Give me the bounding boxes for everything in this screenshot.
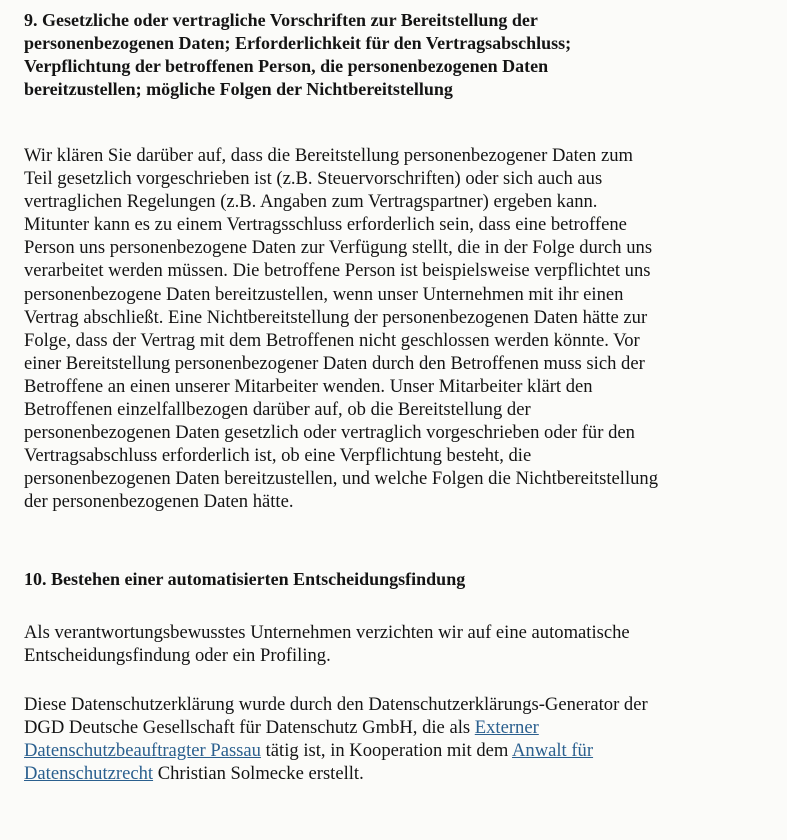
body-line: Betroffene an einen unserer Mitarbeiter wenden. Unser Mitarbeiter klärt den: [24, 375, 593, 397]
credits-line: Diese Datenschutzerklärung wurde durch den Datenschutzerklärungs-Generator der: [24, 694, 648, 715]
credits-paragraph: [24, 693, 648, 785]
body-line: personenbezogene Daten bereitzustellen, wenn unser Unternehmen mit ihr einen: [24, 283, 624, 305]
body-line: Vertrag abschließt. Eine Nichtbereitstellung der personenbezogenen Daten hätte zur: [24, 306, 648, 328]
external-dpo-link[interactable]: Externer: [474, 717, 539, 739]
section-9-heading: [24, 9, 571, 101]
body-line: Wir klären Sie darüber auf, dass die Bereitstellung personenbezogener Daten zum: [24, 145, 633, 166]
body-line: Betroffenen einzelfallbezogen darüber auf, ob die Bereitstellung der: [24, 399, 531, 421]
external-dpo-link-continued[interactable]: Datenschutzbeauftragter Passau: [24, 740, 261, 762]
heading-line: Verpflichtung der betroffenen Person, die personenbezogenen Daten: [24, 56, 549, 76]
section-10-body: [24, 621, 630, 667]
section-10-heading: 10. Bestehen einer automatisierten Entscheidungsfindung: [24, 569, 466, 589]
body-line: Entscheidungsfindung oder ein Profiling.: [24, 645, 331, 667]
heading-line: 9. Gesetzliche oder vertragliche Vorschriften zur Bereitstellung der: [24, 10, 538, 30]
credits-line: [24, 716, 648, 739]
heading-line: personenbezogenen Daten; Erforderlichkeit für den Vertragsabschluss;: [24, 33, 572, 53]
body-line: der personenbezogenen Daten hätte.: [24, 491, 294, 513]
credits-text: tätig ist, in Kooperation mit dem: [260, 740, 512, 762]
credits-line: [24, 739, 648, 762]
body-line: Person uns personenbezogene Daten zur Verfügung stellt, die in der Folge durch uns: [24, 237, 653, 259]
body-line: Als verantwortungsbewusstes Unternehmen verzichten wir auf eine automatische: [24, 622, 630, 643]
body-line: Mitunter kann es zu einem Vertragsschluss erforderlich sein, dass eine betroffene: [24, 214, 627, 236]
body-line: Teil gesetzlich vorgeschrieben ist (z.B. Steuervorschriften) oder sich auch aus: [24, 168, 603, 190]
credits-text: DGD Deutsche Gesellschaft für Datenschutz GmbH, die als: [24, 717, 475, 739]
lawyer-link-continued[interactable]: Datenschutzrecht: [24, 763, 154, 785]
body-line: personenbezogenen Daten gesetzlich oder vertraglich vorgeschrieben oder für den: [24, 422, 635, 444]
heading-line: bereitzustellen; mögliche Folgen der Nichtbereitstellung: [24, 79, 453, 99]
body-line: Folge, dass der Vertrag mit dem Betroffenen nicht geschlossen werden könnte. Vor: [24, 329, 640, 351]
body-line: vertraglichen Regelungen (z.B. Angaben zum Vertragspartner) ergeben kann.: [24, 191, 598, 213]
section-9-body: [24, 144, 658, 514]
body-line: einer Bereitstellung personenbezogener Daten durch den Betroffenen muss sich der: [24, 352, 645, 374]
lawyer-link[interactable]: Anwalt für: [511, 740, 594, 762]
credits-text: Christian Solmecke erstellt.: [153, 763, 364, 785]
body-line: Vertragsabschluss erforderlich ist, ob eine Verpflichtung besteht, die: [24, 445, 532, 467]
body-line: verarbeitet werden müssen. Die betroffene Person ist beispielsweise verpflichtet uns: [24, 260, 651, 282]
body-line: personenbezogenen Daten bereitzustellen, und welche Folgen die Nichtbereitstellung: [24, 468, 659, 490]
credits-line: [24, 762, 648, 785]
